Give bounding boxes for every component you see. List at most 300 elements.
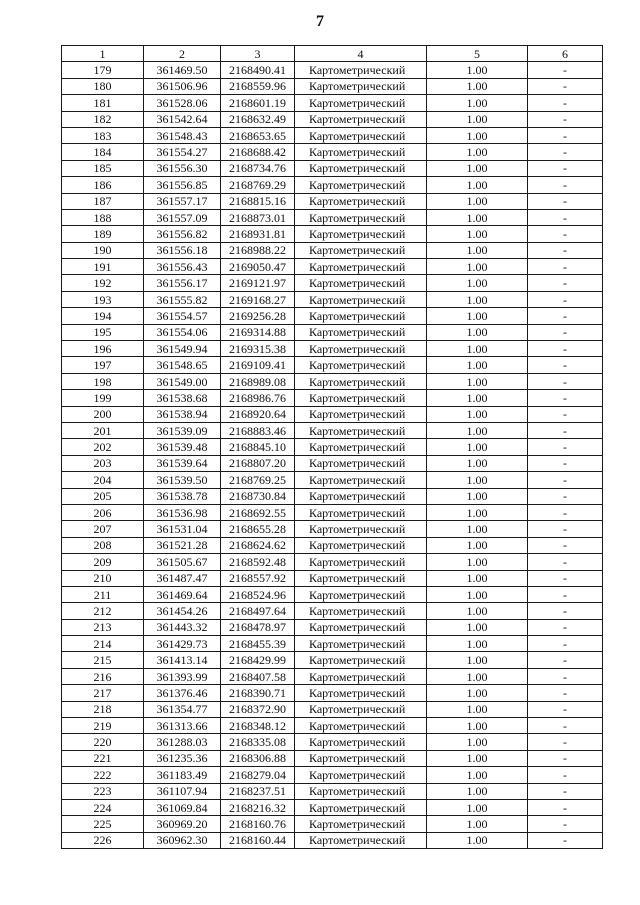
y-coordinate-cell: 2168160.76 (221, 816, 295, 832)
page-number: 7 (316, 13, 324, 30)
point-number-cell: 222 (62, 767, 144, 783)
method-cell: Картометрический (295, 193, 427, 209)
x-coordinate-cell: 361554.57 (144, 308, 221, 324)
point-number-cell: 202 (62, 439, 144, 455)
description-cell: - (528, 357, 603, 373)
method-cell: Картометрический (295, 127, 427, 143)
table-row (62, 455, 603, 471)
description-cell: - (528, 144, 603, 160)
x-coordinate-cell: 361542.64 (144, 111, 221, 127)
y-coordinate-cell: 2168429.99 (221, 652, 295, 668)
method-cell: Картометрический (295, 603, 427, 619)
description-cell: - (528, 504, 603, 520)
y-coordinate-cell: 2168497.64 (221, 603, 295, 619)
point-number-cell: 185 (62, 160, 144, 176)
description-cell: - (528, 750, 603, 766)
description-cell: - (528, 291, 603, 307)
table-row (62, 209, 603, 225)
table-row (62, 439, 603, 455)
description-cell: - (528, 308, 603, 324)
accuracy-cell: 1.00 (427, 209, 528, 225)
x-coordinate-cell: 361469.50 (144, 62, 221, 78)
table-row (62, 357, 603, 373)
description-cell: - (528, 537, 603, 553)
x-coordinate-cell: 361505.67 (144, 554, 221, 570)
x-coordinate-cell: 361288.03 (144, 734, 221, 750)
accuracy-cell: 1.00 (427, 357, 528, 373)
column-header-point-number: 1 (62, 46, 144, 62)
description-cell: - (528, 62, 603, 78)
description-cell: - (528, 406, 603, 422)
description-cell: - (528, 373, 603, 389)
method-cell: Картометрический (295, 537, 427, 553)
x-coordinate-cell: 361539.09 (144, 422, 221, 438)
y-coordinate-cell: 2168557.92 (221, 570, 295, 586)
x-coordinate-cell: 361539.50 (144, 472, 221, 488)
description-cell: - (528, 488, 603, 504)
point-number-cell: 208 (62, 537, 144, 553)
method-cell: Картометрический (295, 390, 427, 406)
description-cell: - (528, 177, 603, 193)
table-row (62, 701, 603, 717)
x-coordinate-cell: 361556.17 (144, 275, 221, 291)
table-row (62, 127, 603, 143)
table-row (62, 275, 603, 291)
description-cell: - (528, 734, 603, 750)
y-coordinate-cell: 2168692.55 (221, 504, 295, 520)
table-row (62, 259, 603, 275)
method-cell: Картометрический (295, 619, 427, 635)
point-number-cell: 181 (62, 95, 144, 111)
accuracy-cell: 1.00 (427, 554, 528, 570)
point-number-cell: 212 (62, 603, 144, 619)
x-coordinate-cell: 361536.98 (144, 504, 221, 520)
accuracy-cell: 1.00 (427, 177, 528, 193)
accuracy-cell: 1.00 (427, 718, 528, 734)
method-cell: Картометрический (295, 750, 427, 766)
y-coordinate-cell: 2169121.97 (221, 275, 295, 291)
accuracy-cell: 1.00 (427, 521, 528, 537)
method-cell: Картометрический (295, 341, 427, 357)
point-number-cell: 211 (62, 586, 144, 602)
x-coordinate-cell: 361554.06 (144, 324, 221, 340)
accuracy-cell: 1.00 (427, 488, 528, 504)
table-row (62, 160, 603, 176)
accuracy-cell: 1.00 (427, 439, 528, 455)
x-coordinate-cell: 361454.26 (144, 603, 221, 619)
accuracy-cell: 1.00 (427, 537, 528, 553)
accuracy-cell: 1.00 (427, 455, 528, 471)
y-coordinate-cell: 2168734.76 (221, 160, 295, 176)
table-row (62, 95, 603, 111)
accuracy-cell: 1.00 (427, 422, 528, 438)
method-cell: Картометрический (295, 78, 427, 94)
point-number-cell: 221 (62, 750, 144, 766)
description-cell: - (528, 586, 603, 602)
accuracy-cell: 1.00 (427, 816, 528, 832)
accuracy-cell: 1.00 (427, 799, 528, 815)
point-number-cell: 220 (62, 734, 144, 750)
accuracy-cell: 1.00 (427, 144, 528, 160)
point-number-cell: 216 (62, 668, 144, 684)
accuracy-cell: 1.00 (427, 586, 528, 602)
point-number-cell: 198 (62, 373, 144, 389)
column-header-y: 3 (221, 46, 295, 62)
column-header-description: 6 (528, 46, 603, 62)
method-cell: Картометрический (295, 832, 427, 848)
method-cell: Картометрический (295, 521, 427, 537)
y-coordinate-cell: 2168989.08 (221, 373, 295, 389)
table-row (62, 603, 603, 619)
table-row (62, 652, 603, 668)
y-coordinate-cell: 2168986.76 (221, 390, 295, 406)
point-number-cell: 191 (62, 259, 144, 275)
x-coordinate-cell: 361235.36 (144, 750, 221, 766)
table-row (62, 422, 603, 438)
y-coordinate-cell: 2168988.22 (221, 242, 295, 258)
y-coordinate-cell: 2168160.44 (221, 832, 295, 848)
table-row (62, 390, 603, 406)
x-coordinate-cell: 361354.77 (144, 701, 221, 717)
column-header-method: 4 (295, 46, 427, 62)
point-number-cell: 224 (62, 799, 144, 815)
accuracy-cell: 1.00 (427, 127, 528, 143)
accuracy-cell: 1.00 (427, 226, 528, 242)
description-cell: - (528, 472, 603, 488)
y-coordinate-cell: 2169109.41 (221, 357, 295, 373)
point-number-cell: 187 (62, 193, 144, 209)
y-coordinate-cell: 2168632.49 (221, 111, 295, 127)
method-cell: Картометрический (295, 799, 427, 815)
description-cell: - (528, 324, 603, 340)
y-coordinate-cell: 2168592.48 (221, 554, 295, 570)
method-cell: Картометрический (295, 209, 427, 225)
y-coordinate-cell: 2168688.42 (221, 144, 295, 160)
accuracy-cell: 1.00 (427, 62, 528, 78)
y-coordinate-cell: 2168873.01 (221, 209, 295, 225)
accuracy-cell: 1.00 (427, 832, 528, 848)
method-cell: Картометрический (295, 259, 427, 275)
table-row (62, 570, 603, 586)
point-number-cell: 217 (62, 685, 144, 701)
method-cell: Картометрический (295, 406, 427, 422)
accuracy-cell: 1.00 (427, 95, 528, 111)
method-cell: Картометрический (295, 783, 427, 799)
point-number-cell: 195 (62, 324, 144, 340)
column-header-x: 2 (144, 46, 221, 62)
x-coordinate-cell: 361538.68 (144, 390, 221, 406)
table-body (62, 62, 603, 849)
x-coordinate-cell: 361183.49 (144, 767, 221, 783)
method-cell: Картометрический (295, 144, 427, 160)
method-cell: Картометрический (295, 62, 427, 78)
table-row (62, 406, 603, 422)
x-coordinate-cell: 361557.09 (144, 209, 221, 225)
y-coordinate-cell: 2168478.97 (221, 619, 295, 635)
y-coordinate-cell: 2168335.08 (221, 734, 295, 750)
table-row (62, 78, 603, 94)
table-row (62, 488, 603, 504)
accuracy-cell: 1.00 (427, 668, 528, 684)
method-cell: Картометрический (295, 422, 427, 438)
accuracy-cell: 1.00 (427, 570, 528, 586)
x-coordinate-cell: 361556.85 (144, 177, 221, 193)
y-coordinate-cell: 2168524.96 (221, 586, 295, 602)
accuracy-cell: 1.00 (427, 685, 528, 701)
table-row (62, 324, 603, 340)
accuracy-cell: 1.00 (427, 652, 528, 668)
accuracy-cell: 1.00 (427, 242, 528, 258)
description-cell: - (528, 685, 603, 701)
accuracy-cell: 1.00 (427, 504, 528, 520)
description-cell: - (528, 816, 603, 832)
table-row (62, 668, 603, 684)
description-cell: - (528, 636, 603, 652)
method-cell: Картометрический (295, 816, 427, 832)
table-row (62, 62, 603, 78)
description-cell: - (528, 767, 603, 783)
y-coordinate-cell: 2168931.81 (221, 226, 295, 242)
method-cell: Картометрический (295, 767, 427, 783)
method-cell: Картометрический (295, 734, 427, 750)
table-row (62, 291, 603, 307)
point-number-cell: 199 (62, 390, 144, 406)
x-coordinate-cell: 361538.94 (144, 406, 221, 422)
description-cell: - (528, 209, 603, 225)
accuracy-cell: 1.00 (427, 193, 528, 209)
accuracy-cell: 1.00 (427, 472, 528, 488)
description-cell: - (528, 78, 603, 94)
method-cell: Картометрический (295, 685, 427, 701)
method-cell: Картометрический (295, 488, 427, 504)
y-coordinate-cell: 2168883.46 (221, 422, 295, 438)
x-coordinate-cell: 361469.64 (144, 586, 221, 602)
accuracy-cell: 1.00 (427, 324, 528, 340)
accuracy-cell: 1.00 (427, 111, 528, 127)
y-coordinate-cell: 2168624.62 (221, 537, 295, 553)
method-cell: Картометрический (295, 308, 427, 324)
point-number-cell: 189 (62, 226, 144, 242)
table-row (62, 537, 603, 553)
accuracy-cell: 1.00 (427, 406, 528, 422)
table-row (62, 816, 603, 832)
method-cell: Картометрический (295, 718, 427, 734)
description-cell: - (528, 95, 603, 111)
y-coordinate-cell: 2168390.71 (221, 685, 295, 701)
point-number-cell: 179 (62, 62, 144, 78)
table-row (62, 226, 603, 242)
method-cell: Картометрический (295, 504, 427, 520)
description-cell: - (528, 554, 603, 570)
accuracy-cell: 1.00 (427, 619, 528, 635)
y-coordinate-cell: 2169314.88 (221, 324, 295, 340)
description-cell: - (528, 160, 603, 176)
x-coordinate-cell: 361107.94 (144, 783, 221, 799)
y-coordinate-cell: 2168216.32 (221, 799, 295, 815)
method-cell: Картометрический (295, 111, 427, 127)
x-coordinate-cell: 361528.06 (144, 95, 221, 111)
y-coordinate-cell: 2168807.20 (221, 455, 295, 471)
point-number-cell: 183 (62, 127, 144, 143)
y-coordinate-cell: 2168769.29 (221, 177, 295, 193)
point-number-cell: 223 (62, 783, 144, 799)
y-coordinate-cell: 2168845.10 (221, 439, 295, 455)
x-coordinate-cell: 361443.32 (144, 619, 221, 635)
point-number-cell: 201 (62, 422, 144, 438)
y-coordinate-cell: 2169050.47 (221, 259, 295, 275)
point-number-cell: 213 (62, 619, 144, 635)
y-coordinate-cell: 2168601.19 (221, 95, 295, 111)
accuracy-cell: 1.00 (427, 636, 528, 652)
table-row (62, 799, 603, 815)
description-cell: - (528, 832, 603, 848)
description-cell: - (528, 521, 603, 537)
method-cell: Картометрический (295, 554, 427, 570)
accuracy-cell: 1.00 (427, 767, 528, 783)
x-coordinate-cell: 361539.48 (144, 439, 221, 455)
y-coordinate-cell: 2168920.64 (221, 406, 295, 422)
method-cell: Картометрический (295, 586, 427, 602)
point-number-cell: 203 (62, 455, 144, 471)
x-coordinate-cell: 361376.46 (144, 685, 221, 701)
description-cell: - (528, 242, 603, 258)
point-number-cell: 184 (62, 144, 144, 160)
point-number-cell: 204 (62, 472, 144, 488)
description-cell: - (528, 275, 603, 291)
method-cell: Картометрический (295, 95, 427, 111)
x-coordinate-cell: 361556.82 (144, 226, 221, 242)
point-number-cell: 214 (62, 636, 144, 652)
method-cell: Картометрический (295, 357, 427, 373)
point-number-cell: 218 (62, 701, 144, 717)
description-cell: - (528, 127, 603, 143)
y-coordinate-cell: 2168372.90 (221, 701, 295, 717)
x-coordinate-cell: 361539.64 (144, 455, 221, 471)
description-cell: - (528, 341, 603, 357)
method-cell: Картометрический (295, 177, 427, 193)
point-number-cell: 210 (62, 570, 144, 586)
point-number-cell: 225 (62, 816, 144, 832)
accuracy-cell: 1.00 (427, 701, 528, 717)
method-cell: Картометрический (295, 570, 427, 586)
y-coordinate-cell: 2168407.58 (221, 668, 295, 684)
description-cell: - (528, 668, 603, 684)
table-row (62, 619, 603, 635)
table-row (62, 504, 603, 520)
y-coordinate-cell: 2169315.38 (221, 341, 295, 357)
point-number-cell: 180 (62, 78, 144, 94)
table-row (62, 832, 603, 848)
description-cell: - (528, 193, 603, 209)
description-cell: - (528, 439, 603, 455)
method-cell: Картометрический (295, 472, 427, 488)
x-coordinate-cell: 361548.65 (144, 357, 221, 373)
x-coordinate-cell: 361549.00 (144, 373, 221, 389)
column-header-accuracy: 5 (427, 46, 528, 62)
point-number-cell: 182 (62, 111, 144, 127)
x-coordinate-cell: 361549.94 (144, 341, 221, 357)
method-cell: Картометрический (295, 373, 427, 389)
x-coordinate-cell: 361521.28 (144, 537, 221, 553)
description-cell: - (528, 390, 603, 406)
accuracy-cell: 1.00 (427, 275, 528, 291)
x-coordinate-cell: 361538.78 (144, 488, 221, 504)
point-number-cell: 190 (62, 242, 144, 258)
description-cell: - (528, 718, 603, 734)
y-coordinate-cell: 2168348.12 (221, 718, 295, 734)
point-number-cell: 196 (62, 341, 144, 357)
x-coordinate-cell: 361555.82 (144, 291, 221, 307)
x-coordinate-cell: 361506.96 (144, 78, 221, 94)
method-cell: Картометрический (295, 291, 427, 307)
method-cell: Картометрический (295, 652, 427, 668)
accuracy-cell: 1.00 (427, 390, 528, 406)
y-coordinate-cell: 2168306.88 (221, 750, 295, 766)
point-number-cell: 226 (62, 832, 144, 848)
x-coordinate-cell: 361313.66 (144, 718, 221, 734)
description-cell: - (528, 603, 603, 619)
x-coordinate-cell: 361069.84 (144, 799, 221, 815)
method-cell: Картометрический (295, 439, 427, 455)
description-cell: - (528, 799, 603, 815)
y-coordinate-cell: 2168559.96 (221, 78, 295, 94)
point-number-cell: 215 (62, 652, 144, 668)
table-row (62, 636, 603, 652)
method-cell: Картометрический (295, 226, 427, 242)
table-row (62, 308, 603, 324)
y-coordinate-cell: 2168815.16 (221, 193, 295, 209)
y-coordinate-cell: 2168279.04 (221, 767, 295, 783)
description-cell: - (528, 652, 603, 668)
method-cell: Картометрический (295, 324, 427, 340)
accuracy-cell: 1.00 (427, 734, 528, 750)
method-cell: Картометрический (295, 455, 427, 471)
accuracy-cell: 1.00 (427, 373, 528, 389)
x-coordinate-cell: 361556.30 (144, 160, 221, 176)
method-cell: Картометрический (295, 160, 427, 176)
accuracy-cell: 1.00 (427, 603, 528, 619)
table-row (62, 718, 603, 734)
y-coordinate-cell: 2168730.84 (221, 488, 295, 504)
description-cell: - (528, 111, 603, 127)
point-number-cell: 209 (62, 554, 144, 570)
method-cell: Картометрический (295, 668, 427, 684)
accuracy-cell: 1.00 (427, 160, 528, 176)
point-number-cell: 219 (62, 718, 144, 734)
y-coordinate-cell: 2168653.65 (221, 127, 295, 143)
accuracy-cell: 1.00 (427, 783, 528, 799)
point-number-cell: 193 (62, 291, 144, 307)
accuracy-cell: 1.00 (427, 341, 528, 357)
x-coordinate-cell: 361548.43 (144, 127, 221, 143)
table-row (62, 554, 603, 570)
x-coordinate-cell: 361487.47 (144, 570, 221, 586)
x-coordinate-cell: 361556.43 (144, 259, 221, 275)
table-row (62, 685, 603, 701)
x-coordinate-cell: 361557.17 (144, 193, 221, 209)
y-coordinate-cell: 2168655.28 (221, 521, 295, 537)
description-cell: - (528, 570, 603, 586)
y-coordinate-cell: 2168490.41 (221, 62, 295, 78)
table-row (62, 586, 603, 602)
table-row (62, 242, 603, 258)
table-row (62, 111, 603, 127)
x-coordinate-cell: 360962.30 (144, 832, 221, 848)
x-coordinate-cell: 361531.04 (144, 521, 221, 537)
table-row (62, 783, 603, 799)
accuracy-cell: 1.00 (427, 308, 528, 324)
x-coordinate-cell: 361393.99 (144, 668, 221, 684)
